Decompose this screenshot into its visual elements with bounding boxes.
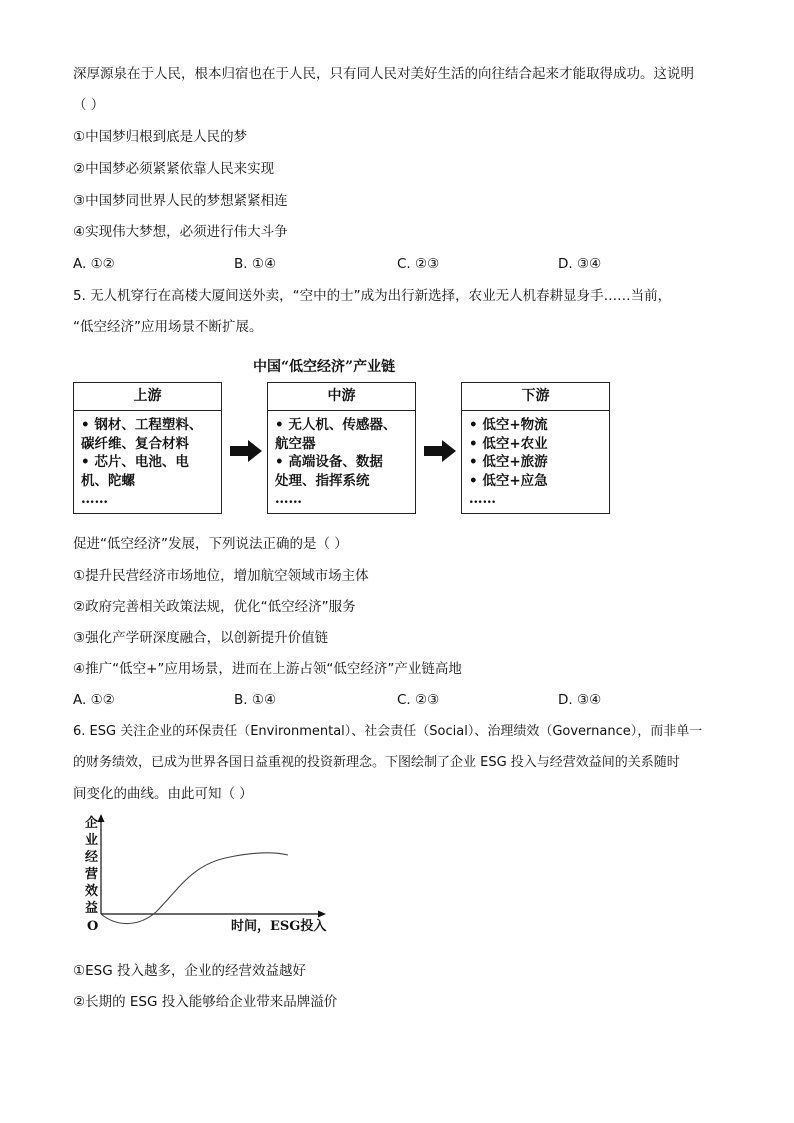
q5-option-a[interactable]: A. ①② [73,692,115,708]
midstream-line: …… [275,491,302,507]
upstream-line: 机、陀螺 [81,472,135,489]
q4-option-d[interactable]: D. ③④ [558,256,602,272]
y-axis-char: 业 [85,833,99,848]
q4-statement-3: ③中国梦同世界人民的梦想紧紧相连 [73,193,288,209]
q5-statement-4: ④推广“低空+”应用场景，进而在上游占领“低空经济”产业链高地 [73,661,462,677]
arrow-right-icon [230,440,262,462]
q4-answer-blank: （ ） [73,97,105,113]
upstream-line: 碳纤维、复合材料 [81,435,189,452]
midstream-box [267,382,416,514]
q4-option-c[interactable]: C. ②③ [397,256,440,272]
y-axis-label [85,815,98,916]
q6-statement-2: ②长期的 ESG 投入能够给企业带来品牌溢价 [73,994,338,1010]
downstream-line: • 低空+农业 [469,435,548,452]
q5-statement-3: ③强化产学研深度融合，以创新提升价值链 [73,630,329,646]
origin-label: O [87,919,99,934]
midstream-header: 中游 [268,383,415,411]
midstream-line: • 无人机、传感器、 [275,417,397,433]
downstream-box [461,382,610,514]
q6-statement-1: ①ESG 投入越多，企业的经营效益越好 [73,963,306,979]
upstream-line: • 芯片、电池、电 [81,454,189,470]
x-axis-arrowhead [318,911,326,918]
y-axis-char: 益 [85,901,99,916]
q5-statement-1: ①提升民营经济市场地位，增加航空领域市场主体 [73,568,369,584]
midstream-line: 处理、指挥系统 [275,472,370,489]
q4-statement-1: ①中国梦归根到底是人民的梦 [73,129,248,145]
downstream-content [462,411,609,509]
upstream-content [74,411,221,509]
q5-question: 促进“低空经济”发展，下列说法正确的是（ ） [73,536,348,552]
diagram-title: 中国“低空经济”产业链 [253,359,396,375]
y-axis-arrowhead [98,814,105,822]
q4-option-b[interactable]: B. ①④ [234,256,277,272]
q6-stem-line-2: 的财务绩效，已成为世界各国日益重视的投资新理念。下图绘制了企业 ESG 投入与经营效益间的关系随时 [73,755,680,770]
q4-stem-line-1: 深厚源泉在于人民，根本归宿也在于人民，只有同人民对美好生活的向往结合起来才能取得成功。这说明 [73,66,694,82]
midstream-content [268,411,415,509]
upstream-box [73,382,222,514]
q5-statement-2: ②政府完善相关政策法规，优化“低空经济”服务 [73,599,356,615]
downstream-header: 下游 [462,383,609,411]
downstream-line: • 低空+应急 [469,472,548,489]
midstream-line: 航空器 [275,435,316,452]
q5-stem-line-2: “低空经济”应用场景不断扩展。 [73,319,263,335]
benefit-curve-line [101,853,288,924]
y-axis-char: 营 [85,867,99,882]
downstream-line: • 低空+旅游 [469,454,548,470]
esg-benefit-curve-graph [80,812,350,937]
q6-stem-line-3: 间变化的曲线。由此可知（ ） [73,786,253,802]
q5-stem-line-1: 5. 无人机穿行在高楼大厦间送外卖，“空中的士”成为出行新选择，农业无人机春耕显身手……当前， [73,288,672,304]
x-axis-label: 时间，ESG投入 [231,919,327,934]
upstream-line: …… [81,491,108,507]
q4-statement-4: ④实现伟大梦想，必须进行伟大斗争 [73,224,288,240]
q4-statement-2: ②中国梦必须紧紧依靠人民来实现 [73,161,275,177]
y-axis-char: 企 [85,816,99,831]
y-axis-char: 效 [85,884,99,899]
midstream-line: • 高端设备、数据 [275,454,383,470]
downstream-line: …… [469,491,496,507]
q5-option-d[interactable]: D. ③④ [558,692,602,708]
upstream-line: • 钢材、工程塑料、 [81,417,203,433]
q5-option-c[interactable]: C. ②③ [397,692,440,708]
downstream-line: • 低空+物流 [469,417,548,433]
arrow-right-icon [424,440,456,462]
y-axis-char: 经 [85,850,99,865]
q6-stem-line-1: 6. ESG 关注企业的环保责任（Environmental）、社会责任（Social）、治理绩效（Governance），而非单一 [73,724,703,739]
upstream-header: 上游 [74,383,221,411]
q4-option-a[interactable]: A. ①② [73,256,115,272]
q5-option-b[interactable]: B. ①④ [234,692,277,708]
